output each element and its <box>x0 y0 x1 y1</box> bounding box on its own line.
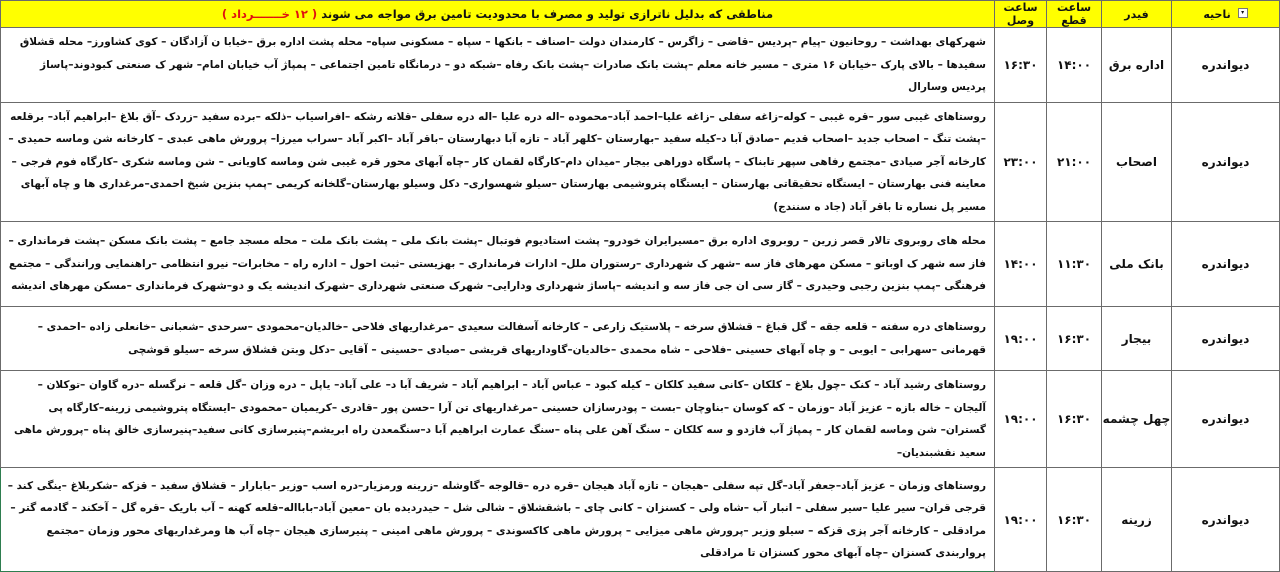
table-row <box>1 307 1280 371</box>
feeder-cell: بانک ملی <box>1102 222 1172 307</box>
table-row <box>1 371 1280 468</box>
header-row <box>1 1 1280 28</box>
cut-time-cell: ۱۶:۳۰ <box>1047 468 1102 572</box>
affected-areas-cell: شهرکهای بهداشت – روحانیون –پیام –پردیس –قاضی – زاگرس – کارمندان دولت –اصناف – بانکها – سپاه – مسکونی سپاه– محله پشت اداره برق –خیابا ن آزادگان – کوی کشاورز– محله قشلاق سفیدها – بالای پارک –خیابان ۱۶ متری – مسیر خانه معلم –پشت بانک صادرات –پشت بانک رفاه –شبکه دو – درمانگاه تامین اجتماعی – پمپاژ آب خیابان امام– شهر ک صنعتی کبودوند–پاساژ پردیس وسارال <box>1 28 995 103</box>
region-cell: دیواندره <box>1172 28 1280 103</box>
cut-time-cell: ۱۱:۳۰ <box>1047 222 1102 307</box>
affected-areas-cell: روستاهای رشید آباد – کنک –چول بلاغ – کلکان –کانی سفید کلکان – کیله کبود – عباس آباد – ابراهیم آباد – شریف آبا د– علی آباد– یاپل – دره وزان –گل قلعه – نرگسله –دره گاوان –توکلان – آلیجان – خاله بازه – عزیز آباد –وزمان – که کوسان –بناوچان –بست – پودرسازان حسینی –مرغداریهای تن آرا –حسن پور –قادری –کریمیان –محمودی –ایستگاه پتروشیمی زرینه–کارگاه پی گستران– شن وماسه لقمان کار – پمپاژ آب فازدو و سه کلکان – سنگ آهن علی پناه –سنگ عمارت ابراهیم آبا د–سنگمعدن راه ابریشم–پنیرسازی کانی سفید–پنیرسازی خالق پناه –پرورش ماهی سعید نقشبندیان– <box>1 371 995 468</box>
connect-time-cell: ۱۶:۳۰ <box>995 28 1047 103</box>
filter-dropdown-icon[interactable]: ▾ <box>1238 8 1248 18</box>
connect-time-cell: ۱۹:۰۰ <box>995 468 1047 572</box>
cut-time-cell: ۱۴:۰۰ <box>1047 28 1102 103</box>
table-row <box>1 102 1280 222</box>
table-title-text: مناطقی که بدلیل ناترازی تولید و مصرف با محدودیت تامین برق مواجه می شوند <box>321 7 774 21</box>
column-header-feeder: فیدر <box>1102 1 1172 28</box>
region-cell: دیواندره <box>1172 222 1280 307</box>
cut-time-cell: ۱۶:۳۰ <box>1047 371 1102 468</box>
feeder-cell: اداره برق <box>1102 28 1172 103</box>
cut-time-cell: ۲۱:۰۰ <box>1047 102 1102 222</box>
cut-time-cell: ۱۶:۳۰ <box>1047 307 1102 371</box>
region-cell: دیواندره <box>1172 102 1280 222</box>
table-title <box>1 1 995 28</box>
feeder-cell: چهل چشمه <box>1102 371 1172 468</box>
region-cell: دیواندره <box>1172 307 1280 371</box>
affected-areas-cell: روستاهای غیبی سور –قره غیبی – کوله–زاغه سفلی –زاغه علیا–احمد آباد–محموده –اله دره علیا –اله دره سفلی –قلاته رشکه –افراسیاب –ذلکه –برده سفید –زردک –آق بلاغ –ابراهیم آباد– برقلعه –پشت تنگ – اصحاب جدید –اصحاب قدیم –صادق آبا د–کیله سفید –بهارستان –کلهر آباد – تازه آبا دبهارستان –باقر آباد –اکبر آباد –سراب میرزا– پرورش ماهی عبدی – کارخانه شن وماسه حمیدی – کارخانه آجر صیادی –مجتمع رفاهی سپهر تابناک – پاسگاه دوراهی بیجار –میدان دام–کارگاه لقمان کار –چاه آبهای محور قره غیبی شن وماسه کاویانی – شن وماسه شکری –کارگاه فوم فرجی –معاینه فنی بهارستان – ایستگاه تحقیقاتی بهارستان – ایستگاه پتروشیمی بهارستان –سیلو شهسواری– دکل وسیلو بهارستان–گلخانه کریمی –پمپ بنزین شیخ احمدی–مرغداری ها و چاه آبهای مسیر پل نساره تا باقر آباد (جاد ه سنندج) <box>1 102 995 222</box>
connect-time-cell: ۱۹:۰۰ <box>995 371 1047 468</box>
table-row <box>1 222 1280 307</box>
region-cell: دیواندره <box>1172 468 1280 572</box>
table-row <box>1 468 1280 572</box>
table-row <box>1 28 1280 103</box>
column-header-cut-time: ساعت قطع <box>1047 1 1102 28</box>
column-header-region-label: ناحیه <box>1203 7 1231 21</box>
feeder-cell: زرینه <box>1102 468 1172 572</box>
column-header-region[interactable] <box>1172 1 1280 28</box>
feeder-cell: بیجار <box>1102 307 1172 371</box>
connect-time-cell: ۱۴:۰۰ <box>995 222 1047 307</box>
table-title-date: ( ۱۲ خـــــــرداد ) <box>221 7 318 21</box>
affected-areas-cell: روستاهای وزمان – عزیز آباد–جعفر آباد–گل تپه سفلی –هیجان – تازه آباد هیجان –قره دره –قالوجه –گاوشله –زرینه ورمزیار–دره اسب –وزیر –بابارار – قشلاق سفید – قزکه –شکربلاغ –ینگی کند –قرجی قران– سیر علیا –سیر سفلی – انبار آب –شاه ولی – کسنزان – کانی چای – باشقشلاق – شالی شل – حیدردیده بان –معین آباد–بابااله–قلعه کهنه – آب باریک –قره گل – آخکند – گادمه گتر –مرادقلی – کارخانه آجر پزی قزکه – سیلو وزیر –پرورش ماهی میزایی – پرورش ماهی کاکسوندی – پرورش ماهی امینی – پنیرسازی هیجان –چاه آب ها ومرغداریهای محور وزمان –مجتمع پرواربندی کسنزان –چاه آبهای محور کسنزان تا مرادقلی <box>1 468 995 572</box>
affected-areas-cell: محله های روبروی تالار قصر زرین – روبروی اداره برق –مسیرایران خودرو– پشت استادیوم فوتبال –پشت بانک ملی – پشت بانک ملت – محله مسجد جامع – پشت بانک مسکن –پشت فرمانداری – فاز سه شهر ک اوباتو – مسکن مهرهای فاز سه –شهر ک شهرداری –رستوران ملل– ادارات فرمانداری – بهزیستی –ثبت احول – اداره راه – مخابرات– نیرو انتظامی –راهنمایی ورانندگی – مجتمع فرهنگی –پمپ بنزین رجبی وحیدری – گاز سی ان جی فاز سه و اندیشه –پاساژ شهرداری ودارایی– شهرک صنعتی شهرداری –شهرک اندیشه یک و دو–شهرک فرمانداری –مسکن مهرهای اندیشه <box>1 222 995 307</box>
connect-time-cell: ۱۹:۰۰ <box>995 307 1047 371</box>
region-cell: دیواندره <box>1172 371 1280 468</box>
column-header-connect-time: ساعت وصل <box>995 1 1047 28</box>
connect-time-cell: ۲۳:۰۰ <box>995 102 1047 222</box>
feeder-cell: اصحاب <box>1102 102 1172 222</box>
affected-areas-cell: روستاهای دره سفته – قلعه جقه – گل قباغ – قشلاق سرخه – پلاستیک زارعی – کارخانه آسفالت سعیدی –مرغداریهای فلاحی –خالدیان–محمودی –سرحدی –شعبانی –خانعلی زاده –احمدی –قهرمانی –سهرابی – ایوبی – و چاه آبهای حسینی –فلاحی – شاه محمدی –خالدیان–گاوداریهای قریشی –صیادی –حسینی – آقایی –دکل وبتن قشلاق سرخه –سیلو قوشچی <box>1 307 995 371</box>
